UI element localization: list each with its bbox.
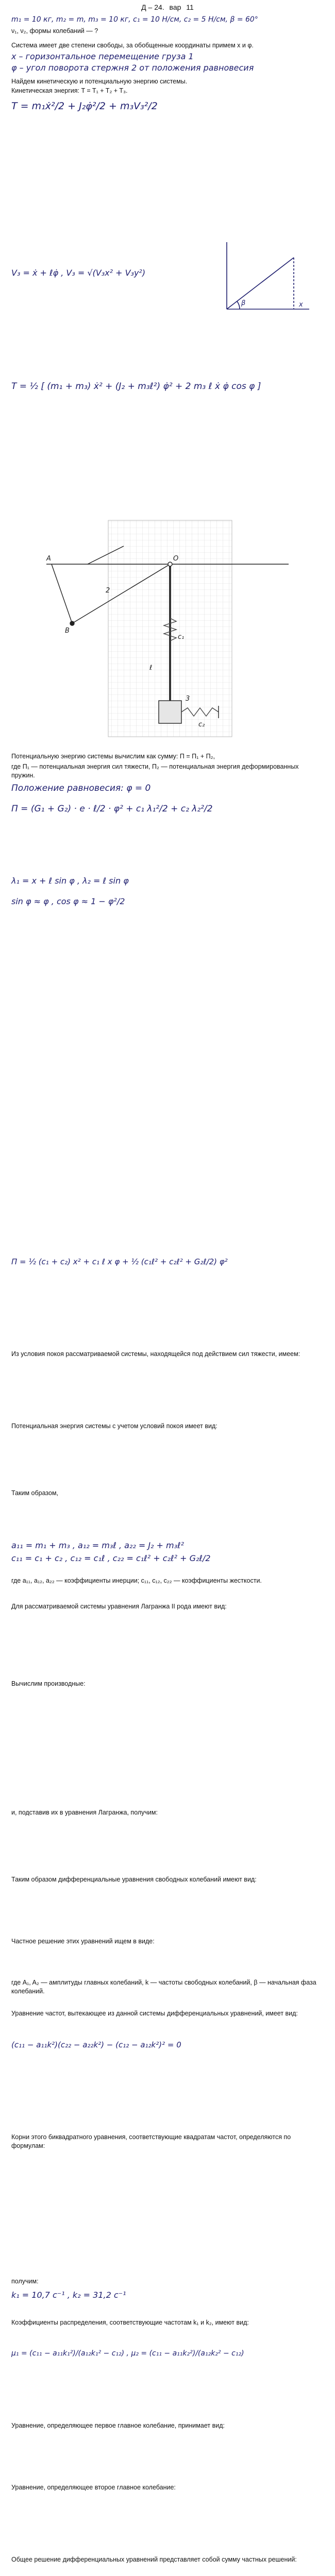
label-a: A bbox=[46, 555, 51, 563]
velocity-diagram bbox=[216, 237, 320, 319]
text-10: Для рассматриваемой системы уравнения Лагранжа II рода имеют вид: bbox=[11, 1603, 227, 1610]
mechanism-diagram bbox=[31, 515, 304, 742]
label-c1: c₁ bbox=[178, 633, 185, 641]
label-beta: β bbox=[241, 299, 246, 307]
document-title bbox=[0, 3, 335, 11]
hw-7: Π = (G₁ + G₂) · e · ℓ/2 · φ² + c₁ λ₁²/2 + c₂ λ₂²/2 bbox=[11, 804, 213, 814]
hw-8: λ₁ = x + ℓ sin φ , λ₂ = ℓ sin φ bbox=[11, 876, 129, 886]
hw-4: V₃ = ẋ + ℓφ̇ , V₃ = √(V₃x² + V₃y²) bbox=[11, 268, 146, 278]
hw-14: k₁ = 10,7 с⁻¹ , k₂ = 31,2 с⁻¹ bbox=[11, 2290, 126, 2300]
label-2: 2 bbox=[106, 587, 110, 595]
hw-11: a₁₁ = m₁ + m₃ , a₁₂ = m₃ℓ , a₂₂ = J₂ + m₃ℓ² bbox=[11, 1540, 185, 1550]
hw-9: sin φ ≈ φ , cos φ ≈ 1 − φ²/2 bbox=[11, 896, 125, 906]
text-7: Потенциальная энергия системы с учетом условий покоя имеет вид: bbox=[11, 1422, 217, 1430]
text-14: Частное решение этих уравнений ищем в виде: bbox=[11, 1938, 155, 1945]
text-9: где a₁₁, a₁₂, a₂₂ — коэффициенты инерции; c₁₁, c₁₂, c₂₂ — коэффициенты жесткости. bbox=[11, 1577, 262, 1584]
label-c2: c₂ bbox=[198, 721, 205, 728]
text-17: Корни этого биквадратного уравнения, соответствующие квадратам частот, определяются по формулам: bbox=[11, 2133, 291, 2149]
text-5: где Π₁ — потенциальная энергия сил тяжести, Π₂ — потенциальная энергия деформированных пружин. bbox=[11, 763, 299, 779]
hw-2: φ – угол поворота стержня 2 от положения равновесия bbox=[11, 63, 254, 73]
hw-10: Π = ½ (c₁ + c₂) x² + c₁ ℓ x φ + ½ (c₁ℓ² + c₂ℓ² + G₂ℓ/2) φ² bbox=[11, 1257, 228, 1266]
variant-label: вар bbox=[169, 3, 181, 11]
task-code: Д – 24. bbox=[141, 3, 164, 11]
variant-number: 11 bbox=[186, 3, 194, 11]
text-20: Уравнение, определяющее первое главное колебание, принимает вид: bbox=[11, 2422, 225, 2429]
hw-6: Положение равновесия: φ = 0 bbox=[11, 783, 151, 793]
text-8: Таким образом, bbox=[11, 1489, 59, 1497]
hw-13: (с₁₁ − a₁₁k²)(с₂₂ − a₂₂k²) − (с₁₂ − a₁₂k²)² = 0 bbox=[11, 2040, 181, 2049]
given-line: m₁ = 10 кг, m₂ = m, m₃ = 10 кг, c₁ = 10 Н/см, c₂ = 5 Н/см, β = 60° bbox=[11, 15, 258, 24]
hw-12: с₁₁ = c₁ + c₂ , с₁₂ = c₁ℓ , с₂₂ = c₁ℓ² + c₂ℓ² + G₂ℓ/2 bbox=[11, 1553, 211, 1563]
label-x: x bbox=[299, 301, 303, 309]
hw-3: T = m₁ẋ²/2 + J₂φ̇²/2 + m₃V₃²/2 bbox=[11, 100, 158, 112]
hw-5: T = ½ [ (m₁ + m₃) ẋ² + (J₂ + m₃ℓ²) φ̇² + 2 m₃ ℓ ẋ φ̇ cos φ ] bbox=[11, 381, 261, 392]
hw-1: x – горизонтальное перемещение груза 1 bbox=[11, 52, 194, 61]
text-18: получим: bbox=[11, 2278, 39, 2285]
label-3: 3 bbox=[186, 695, 190, 703]
text-16: Уравнение частот, вытекающее из данной системы дифференциальных уравнений, имеет вид: bbox=[11, 2010, 298, 2017]
text-4: Потенциальную энергию системы вычислим как сумму: Π = Π₁ + Π₂, bbox=[11, 753, 215, 760]
text-1: Система имеет две степени свободы, за обобщенные координаты примем x и φ. bbox=[11, 42, 254, 49]
text-19: Коэффициенты распределения, соответствующие частотам k₁ и k₂, имеют вид: bbox=[11, 2319, 249, 2326]
text-3: Кинетическая энергия: T = T₁ + T₂ + T₃. bbox=[11, 87, 128, 94]
text-12: и, подставив их в уравнения Лагранжа, получим: bbox=[11, 1809, 158, 1816]
text-11: Вычислим производные: bbox=[11, 1680, 86, 1687]
label-b: B bbox=[65, 627, 70, 635]
text-22: Общее решение дифференциальных уравнений представляет собой сумму частных решений: bbox=[11, 2556, 297, 2563]
text-13: Таким образом дифференциальные уравнения свободных колебаний имеют вид: bbox=[11, 1876, 257, 1883]
text-2: Найдем кинетическую и потенциальную энергию системы. bbox=[11, 78, 188, 85]
label-l: ℓ bbox=[149, 664, 153, 672]
find-line: ν₁, ν₂, формы колебаний — ? bbox=[11, 27, 98, 35]
text-15: где A₁, A₂ — амплитуды главных колебаний, k — частоты свободных колебаний, β — начальная фаза колебаний. bbox=[11, 1979, 316, 1995]
label-o: O bbox=[173, 555, 179, 563]
hw-15: μ₁ = (с₁₁ − a₁₁k₁²)/(a₁₂k₁² − с₁₂) , μ₂ = (с₁₁ − a₁₁k₂²)/(a₁₂k₂² − с₁₂) bbox=[11, 2349, 244, 2358]
text-6: Из условия покоя рассматриваемой системы, находящейся под действием сил тяжести, имеем: bbox=[11, 1350, 300, 1358]
text-21: Уравнение, определяющее второе главное колебание: bbox=[11, 2484, 176, 2491]
